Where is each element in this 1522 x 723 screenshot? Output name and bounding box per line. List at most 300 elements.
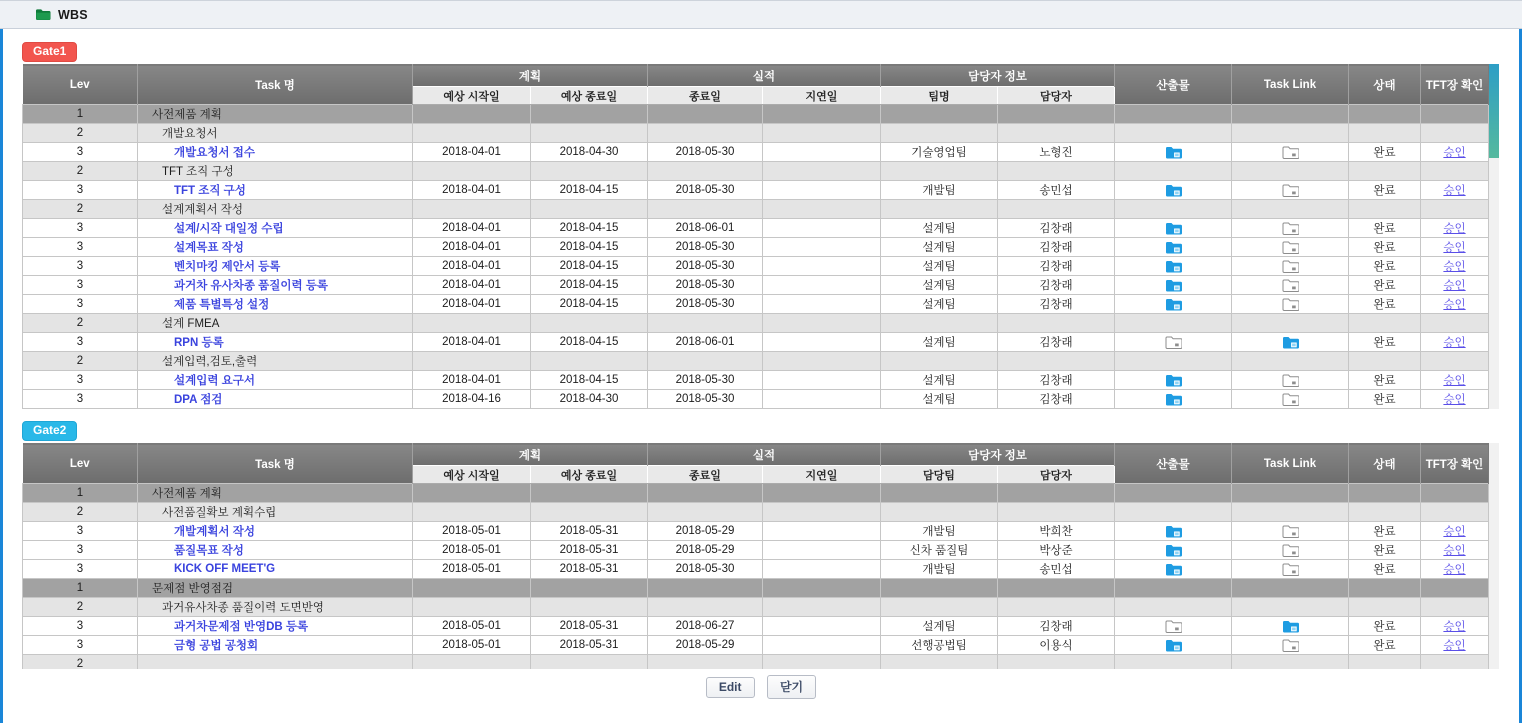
status-cell bbox=[1349, 162, 1421, 181]
approve-link[interactable]: 승인 bbox=[1443, 375, 1466, 387]
task-name-link[interactable]: KICK OFF MEET'G bbox=[174, 563, 276, 575]
task-name-text: 사전제품 계획 bbox=[152, 488, 222, 500]
actual-end-cell bbox=[648, 655, 763, 670]
confirm-cell bbox=[1421, 257, 1489, 276]
tasklink-folder-icon[interactable] bbox=[1282, 562, 1299, 576]
task-name-text: TFT 조직 구성 bbox=[162, 166, 234, 178]
delay-cell bbox=[763, 219, 881, 238]
task-name-link[interactable]: 과거차 유사차종 품질이력 등록 bbox=[174, 280, 329, 292]
output-cell bbox=[1115, 333, 1232, 352]
gate1-scrollbar-thumb[interactable] bbox=[1489, 64, 1499, 158]
delay-cell bbox=[763, 579, 881, 598]
green-folder-icon bbox=[35, 8, 51, 21]
task-link-cell bbox=[1232, 579, 1349, 598]
status-cell: 완료 bbox=[1349, 617, 1421, 636]
col-header-task: Task 명 bbox=[138, 444, 413, 484]
edit-button[interactable]: Edit bbox=[706, 677, 755, 698]
plan-start-cell: 2018-04-01 bbox=[413, 219, 531, 238]
actual-end-cell: 2018-05-30 bbox=[648, 143, 763, 162]
plan-end-cell: 2018-04-15 bbox=[531, 219, 648, 238]
approve-link[interactable]: 승인 bbox=[1443, 280, 1466, 292]
task-cell bbox=[138, 162, 413, 181]
task-name-link[interactable]: 설계입력 요구서 bbox=[174, 375, 255, 387]
owner-cell bbox=[998, 503, 1115, 522]
output-folder-icon[interactable] bbox=[1165, 221, 1182, 235]
task-name-link[interactable]: 설계목표 작성 bbox=[174, 242, 244, 254]
status-cell: 완료 bbox=[1349, 276, 1421, 295]
wbs-row-level3 bbox=[23, 371, 1489, 390]
team-cell: 신차 품질팀 bbox=[881, 541, 998, 560]
status-cell: 완료 bbox=[1349, 143, 1421, 162]
team-cell bbox=[881, 162, 998, 181]
wbs-row-level1 bbox=[23, 105, 1489, 124]
wbs-row-level3 bbox=[23, 541, 1489, 560]
col-header-actual-end: 종료일 bbox=[648, 466, 763, 484]
tasklink-folder-icon[interactable] bbox=[1282, 392, 1299, 406]
task-cell bbox=[138, 371, 413, 390]
plan-start-cell bbox=[413, 162, 531, 181]
task-cell bbox=[138, 200, 413, 219]
tasklink-folder-icon[interactable] bbox=[1282, 221, 1299, 235]
confirm-cell bbox=[1421, 560, 1489, 579]
owner-cell: 김창래 bbox=[998, 219, 1115, 238]
team-cell: 설계팀 bbox=[881, 238, 998, 257]
window-title: WBS bbox=[58, 7, 88, 22]
wbs-row-level3 bbox=[23, 295, 1489, 314]
delay-cell bbox=[763, 238, 881, 257]
gate1-scrollbar-track[interactable] bbox=[1489, 64, 1499, 409]
confirm-cell bbox=[1421, 143, 1489, 162]
confirm-cell bbox=[1421, 579, 1489, 598]
owner-cell: 송민섭 bbox=[998, 181, 1115, 200]
actual-end-cell bbox=[648, 579, 763, 598]
lev-cell: 3 bbox=[23, 371, 138, 390]
col-header-task: Task 명 bbox=[138, 65, 413, 105]
plan-start-cell bbox=[413, 200, 531, 219]
owner-cell: 김창래 bbox=[998, 276, 1115, 295]
approve-link[interactable]: 승인 bbox=[1443, 223, 1466, 235]
confirm-cell bbox=[1421, 598, 1489, 617]
output-folder-icon[interactable] bbox=[1282, 619, 1299, 633]
owner-cell bbox=[998, 598, 1115, 617]
actual-end-cell: 2018-05-30 bbox=[648, 560, 763, 579]
task-name-text: 설계계획서 작성 bbox=[162, 204, 243, 216]
approve-link[interactable]: 승인 bbox=[1443, 621, 1466, 633]
tasklink-folder-icon[interactable] bbox=[1282, 373, 1299, 387]
status-cell: 완료 bbox=[1349, 390, 1421, 409]
lev-cell: 1 bbox=[23, 484, 138, 503]
confirm-cell bbox=[1421, 371, 1489, 390]
plan-start-cell: 2018-04-01 bbox=[413, 257, 531, 276]
task-cell bbox=[138, 143, 413, 162]
owner-cell: 김창래 bbox=[998, 333, 1115, 352]
team-cell bbox=[881, 314, 998, 333]
task-link-cell bbox=[1232, 276, 1349, 295]
approve-link[interactable]: 승인 bbox=[1443, 337, 1466, 349]
owner-cell: 김창래 bbox=[998, 617, 1115, 636]
output-folder-icon[interactable] bbox=[1165, 524, 1182, 538]
confirm-cell bbox=[1421, 522, 1489, 541]
approve-link[interactable]: 승인 bbox=[1443, 299, 1466, 311]
team-cell bbox=[881, 352, 998, 371]
actual-end-cell: 2018-06-01 bbox=[648, 219, 763, 238]
actual-end-cell: 2018-06-27 bbox=[648, 617, 763, 636]
team-cell: 개발팀 bbox=[881, 181, 998, 200]
lev-cell: 3 bbox=[23, 295, 138, 314]
group-header-actual: 실적 bbox=[648, 444, 881, 466]
approve-link[interactable]: 승인 bbox=[1443, 261, 1466, 273]
plan-end-cell bbox=[531, 200, 648, 219]
task-link-cell bbox=[1232, 522, 1349, 541]
approve-link[interactable]: 승인 bbox=[1443, 394, 1466, 406]
approve-link[interactable]: 승인 bbox=[1443, 185, 1466, 197]
output-cell bbox=[1115, 598, 1232, 617]
team-cell bbox=[881, 503, 998, 522]
confirm-cell bbox=[1421, 295, 1489, 314]
col-header-plan-start: 예상 시작일 bbox=[413, 87, 531, 105]
col-header-delay: 지연일 bbox=[763, 87, 881, 105]
team-cell bbox=[881, 484, 998, 503]
task-link-cell bbox=[1232, 636, 1349, 655]
wbs-row-level2 bbox=[23, 162, 1489, 181]
status-cell bbox=[1349, 352, 1421, 371]
plan-end-cell: 2018-05-31 bbox=[531, 636, 648, 655]
owner-cell bbox=[998, 105, 1115, 124]
actual-end-cell bbox=[648, 484, 763, 503]
task-cell bbox=[138, 503, 413, 522]
task-cell bbox=[138, 238, 413, 257]
tasklink-folder-icon[interactable] bbox=[1282, 524, 1299, 538]
status-cell bbox=[1349, 124, 1421, 143]
output-cell bbox=[1115, 162, 1232, 181]
plan-start-cell bbox=[413, 484, 531, 503]
plan-start-cell: 2018-04-01 bbox=[413, 371, 531, 390]
task-cell bbox=[138, 124, 413, 143]
team-cell: 설계팀 bbox=[881, 257, 998, 276]
actual-end-cell: 2018-05-30 bbox=[648, 181, 763, 200]
tasklink-folder-icon[interactable] bbox=[1282, 259, 1299, 273]
col-header-output: 산출물 bbox=[1115, 65, 1232, 105]
confirm-cell bbox=[1421, 352, 1489, 371]
lev-cell: 3 bbox=[23, 238, 138, 257]
task-name-text: 설계입력,검토,출력 bbox=[162, 356, 258, 368]
delay-cell bbox=[763, 503, 881, 522]
plan-end-cell: 2018-05-31 bbox=[531, 617, 648, 636]
delay-cell bbox=[763, 276, 881, 295]
col-header-tft-confirm: TFT장 확인 bbox=[1421, 65, 1489, 105]
plan-end-cell: 2018-04-15 bbox=[531, 238, 648, 257]
task-cell bbox=[138, 314, 413, 333]
task-name-text: 문제점 반영점검 bbox=[152, 583, 233, 595]
team-cell: 설계팀 bbox=[881, 371, 998, 390]
actual-end-cell: 2018-05-30 bbox=[648, 276, 763, 295]
task-cell bbox=[138, 598, 413, 617]
task-name-link[interactable]: 품질목표 작성 bbox=[174, 545, 244, 557]
task-link-cell bbox=[1232, 314, 1349, 333]
col-header-team: 팀명 bbox=[881, 87, 998, 105]
group-header-actual: 실적 bbox=[648, 65, 881, 87]
col-header-plan-start: 예상 시작일 bbox=[413, 466, 531, 484]
owner-cell: 김창래 bbox=[998, 390, 1115, 409]
task-name-link[interactable]: 벤치마킹 제안서 등록 bbox=[174, 261, 281, 273]
col-header-task-link: Task Link bbox=[1232, 444, 1349, 484]
plan-start-cell: 2018-04-01 bbox=[413, 238, 531, 257]
output-folder-icon[interactable] bbox=[1165, 562, 1182, 576]
delay-cell bbox=[763, 181, 881, 200]
task-link-cell bbox=[1232, 541, 1349, 560]
task-cell bbox=[138, 295, 413, 314]
task-cell bbox=[138, 181, 413, 200]
tasklink-folder-icon[interactable] bbox=[1282, 638, 1299, 652]
plan-start-cell: 2018-04-01 bbox=[413, 276, 531, 295]
plan-end-cell bbox=[531, 579, 648, 598]
col-header-owner: 담당자 bbox=[998, 466, 1115, 484]
tasklink-folder-icon[interactable] bbox=[1282, 145, 1299, 159]
plan-start-cell: 2018-05-01 bbox=[413, 522, 531, 541]
tasklink-folder-icon[interactable] bbox=[1282, 543, 1299, 557]
task-name-link[interactable]: 과거차문제점 반영DB 등록 bbox=[174, 621, 309, 633]
task-name-link[interactable]: DPA 점검 bbox=[174, 394, 223, 406]
wbs-row-level2 bbox=[23, 124, 1489, 143]
task-link-cell bbox=[1232, 181, 1349, 200]
confirm-cell bbox=[1421, 314, 1489, 333]
task-name-text: 과거유사차종 품질이력 도면반영 bbox=[162, 602, 324, 614]
team-cell: 기술영업팀 bbox=[881, 143, 998, 162]
team-cell: 설계팀 bbox=[881, 295, 998, 314]
status-cell: 완료 bbox=[1349, 371, 1421, 390]
gate2-scrollbar-track[interactable] bbox=[1489, 443, 1499, 669]
task-link-cell bbox=[1232, 352, 1349, 371]
close-button[interactable]: 닫기 bbox=[767, 675, 816, 699]
status-cell bbox=[1349, 598, 1421, 617]
task-cell bbox=[138, 257, 413, 276]
gate2-table bbox=[22, 443, 1489, 669]
task-link-cell bbox=[1232, 257, 1349, 276]
task-cell bbox=[138, 352, 413, 371]
plan-start-cell bbox=[413, 655, 531, 670]
wbs-row-level3 bbox=[23, 390, 1489, 409]
lev-cell: 3 bbox=[23, 143, 138, 162]
task-name-link[interactable]: 개발요청서 접수 bbox=[174, 147, 255, 159]
task-cell bbox=[138, 522, 413, 541]
output-cell bbox=[1115, 541, 1232, 560]
task-link-cell bbox=[1232, 219, 1349, 238]
output-folder-icon[interactable] bbox=[1165, 183, 1182, 197]
task-link-cell bbox=[1232, 371, 1349, 390]
task-name-link[interactable]: 제품 특별특성 설정 bbox=[174, 299, 270, 311]
tasklink-folder-icon[interactable] bbox=[1282, 183, 1299, 197]
plan-end-cell bbox=[531, 503, 648, 522]
owner-cell: 노형진 bbox=[998, 143, 1115, 162]
approve-link[interactable]: 승인 bbox=[1443, 526, 1466, 538]
team-cell bbox=[881, 579, 998, 598]
output-cell bbox=[1115, 200, 1232, 219]
plan-end-cell bbox=[531, 598, 648, 617]
output-cell bbox=[1115, 371, 1232, 390]
col-header-status: 상태 bbox=[1349, 444, 1421, 484]
col-header-status: 상태 bbox=[1349, 65, 1421, 105]
actual-end-cell bbox=[648, 314, 763, 333]
approve-link[interactable]: 승인 bbox=[1443, 564, 1466, 576]
delay-cell bbox=[763, 124, 881, 143]
task-name-text: 설계 FMEA bbox=[162, 318, 220, 330]
window-titlebar bbox=[0, 0, 1522, 29]
task-name-text: 개발요청서 bbox=[162, 128, 218, 140]
status-cell: 완료 bbox=[1349, 636, 1421, 655]
wbs-row-level3 bbox=[23, 219, 1489, 238]
output-folder-icon[interactable] bbox=[1165, 240, 1182, 254]
task-cell bbox=[138, 655, 413, 670]
task-cell bbox=[138, 579, 413, 598]
task-name-link[interactable]: TFT 조직 구성 bbox=[174, 185, 246, 197]
team-cell bbox=[881, 105, 998, 124]
task-link-cell bbox=[1232, 295, 1349, 314]
task-link-cell bbox=[1232, 655, 1349, 670]
col-header-task-link: Task Link bbox=[1232, 65, 1349, 105]
team-cell: 선행공법팀 bbox=[881, 636, 998, 655]
plan-end-cell: 2018-05-31 bbox=[531, 541, 648, 560]
plan-start-cell: 2018-04-01 bbox=[413, 143, 531, 162]
lev-cell: 2 bbox=[23, 162, 138, 181]
owner-cell: 송민섭 bbox=[998, 560, 1115, 579]
wbs-row-level3 bbox=[23, 181, 1489, 200]
team-cell bbox=[881, 124, 998, 143]
plan-end-cell: 2018-04-15 bbox=[531, 181, 648, 200]
task-link-cell bbox=[1232, 598, 1349, 617]
lev-cell: 3 bbox=[23, 541, 138, 560]
gate1-table-wrap bbox=[22, 64, 1499, 409]
confirm-cell bbox=[1421, 541, 1489, 560]
task-name-link[interactable]: 금형 공법 공청회 bbox=[174, 640, 259, 652]
delay-cell bbox=[763, 617, 881, 636]
tasklink-folder-icon[interactable] bbox=[1165, 619, 1182, 633]
status-cell bbox=[1349, 503, 1421, 522]
lev-cell: 3 bbox=[23, 276, 138, 295]
task-cell bbox=[138, 276, 413, 295]
delay-cell bbox=[763, 484, 881, 503]
status-cell: 완료 bbox=[1349, 219, 1421, 238]
lev-cell: 2 bbox=[23, 124, 138, 143]
actual-end-cell bbox=[648, 200, 763, 219]
delay-cell bbox=[763, 541, 881, 560]
owner-cell: 박상준 bbox=[998, 541, 1115, 560]
plan-start-cell bbox=[413, 503, 531, 522]
plan-start-cell: 2018-04-01 bbox=[413, 181, 531, 200]
output-folder-icon[interactable] bbox=[1165, 373, 1182, 387]
task-name-link[interactable]: 개발계획서 작성 bbox=[174, 526, 255, 538]
output-folder-icon[interactable] bbox=[1165, 259, 1182, 273]
plan-end-cell: 2018-04-15 bbox=[531, 333, 648, 352]
task-link-cell bbox=[1232, 560, 1349, 579]
tasklink-folder-icon[interactable] bbox=[1282, 278, 1299, 292]
approve-link[interactable]: 승인 bbox=[1443, 147, 1466, 159]
status-cell: 완료 bbox=[1349, 333, 1421, 352]
tasklink-folder-icon[interactable] bbox=[1165, 335, 1182, 349]
delay-cell bbox=[763, 560, 881, 579]
plan-end-cell: 2018-04-15 bbox=[531, 276, 648, 295]
task-cell bbox=[138, 636, 413, 655]
task-link-cell bbox=[1232, 238, 1349, 257]
task-link-cell bbox=[1232, 124, 1349, 143]
team-cell: 설계팀 bbox=[881, 390, 998, 409]
confirm-cell bbox=[1421, 333, 1489, 352]
task-name-link[interactable]: RPN 등록 bbox=[174, 337, 224, 349]
plan-end-cell bbox=[531, 162, 648, 181]
approve-link[interactable]: 승인 bbox=[1443, 545, 1466, 557]
output-folder-icon[interactable] bbox=[1165, 543, 1182, 557]
plan-end-cell: 2018-04-30 bbox=[531, 143, 648, 162]
plan-start-cell bbox=[413, 314, 531, 333]
wbs-row-level1 bbox=[23, 484, 1489, 503]
output-folder-icon[interactable] bbox=[1282, 335, 1299, 349]
plan-start-cell: 2018-05-01 bbox=[413, 541, 531, 560]
actual-end-cell: 2018-05-30 bbox=[648, 371, 763, 390]
lev-cell: 2 bbox=[23, 314, 138, 333]
col-header-delay: 지연일 bbox=[763, 466, 881, 484]
approve-link[interactable]: 승인 bbox=[1443, 242, 1466, 254]
output-folder-icon[interactable] bbox=[1165, 278, 1182, 292]
task-cell bbox=[138, 560, 413, 579]
output-folder-icon[interactable] bbox=[1165, 638, 1182, 652]
lev-cell: 3 bbox=[23, 560, 138, 579]
output-folder-icon[interactable] bbox=[1165, 297, 1182, 311]
status-cell bbox=[1349, 105, 1421, 124]
task-cell bbox=[138, 541, 413, 560]
tasklink-folder-icon[interactable] bbox=[1282, 297, 1299, 311]
lev-cell: 2 bbox=[23, 352, 138, 371]
output-folder-icon[interactable] bbox=[1165, 392, 1182, 406]
plan-start-cell bbox=[413, 579, 531, 598]
owner-cell bbox=[998, 200, 1115, 219]
actual-end-cell: 2018-06-01 bbox=[648, 333, 763, 352]
tasklink-folder-icon[interactable] bbox=[1282, 240, 1299, 254]
delay-cell bbox=[763, 143, 881, 162]
plan-end-cell: 2018-05-31 bbox=[531, 560, 648, 579]
lev-cell: 3 bbox=[23, 522, 138, 541]
team-cell: 개발팀 bbox=[881, 522, 998, 541]
status-cell: 완료 bbox=[1349, 522, 1421, 541]
task-name-link[interactable]: 설계/시작 대일정 수립 bbox=[174, 223, 284, 235]
status-cell bbox=[1349, 655, 1421, 670]
wbs-row-level3 bbox=[23, 560, 1489, 579]
output-cell bbox=[1115, 617, 1232, 636]
wbs-row-level2 bbox=[23, 352, 1489, 371]
group-header-owner-info: 담당자 정보 bbox=[881, 444, 1115, 466]
actual-end-cell bbox=[648, 105, 763, 124]
wbs-row-level3 bbox=[23, 333, 1489, 352]
delay-cell bbox=[763, 371, 881, 390]
delay-cell bbox=[763, 598, 881, 617]
team-cell: 개발팀 bbox=[881, 560, 998, 579]
wbs-row-level2 bbox=[23, 200, 1489, 219]
actual-end-cell: 2018-05-30 bbox=[648, 257, 763, 276]
plan-start-cell: 2018-05-01 bbox=[413, 617, 531, 636]
output-cell bbox=[1115, 314, 1232, 333]
plan-start-cell: 2018-05-01 bbox=[413, 636, 531, 655]
output-folder-icon[interactable] bbox=[1165, 145, 1182, 159]
wbs-row-level3 bbox=[23, 276, 1489, 295]
task-link-cell bbox=[1232, 617, 1349, 636]
status-cell: 완료 bbox=[1349, 541, 1421, 560]
status-cell bbox=[1349, 579, 1421, 598]
col-header-plan-end: 예상 종료일 bbox=[531, 466, 648, 484]
owner-cell bbox=[998, 484, 1115, 503]
confirm-cell bbox=[1421, 617, 1489, 636]
output-cell bbox=[1115, 655, 1232, 670]
footer-buttons bbox=[3, 675, 1519, 699]
approve-link[interactable]: 승인 bbox=[1443, 640, 1466, 652]
team-cell bbox=[881, 598, 998, 617]
